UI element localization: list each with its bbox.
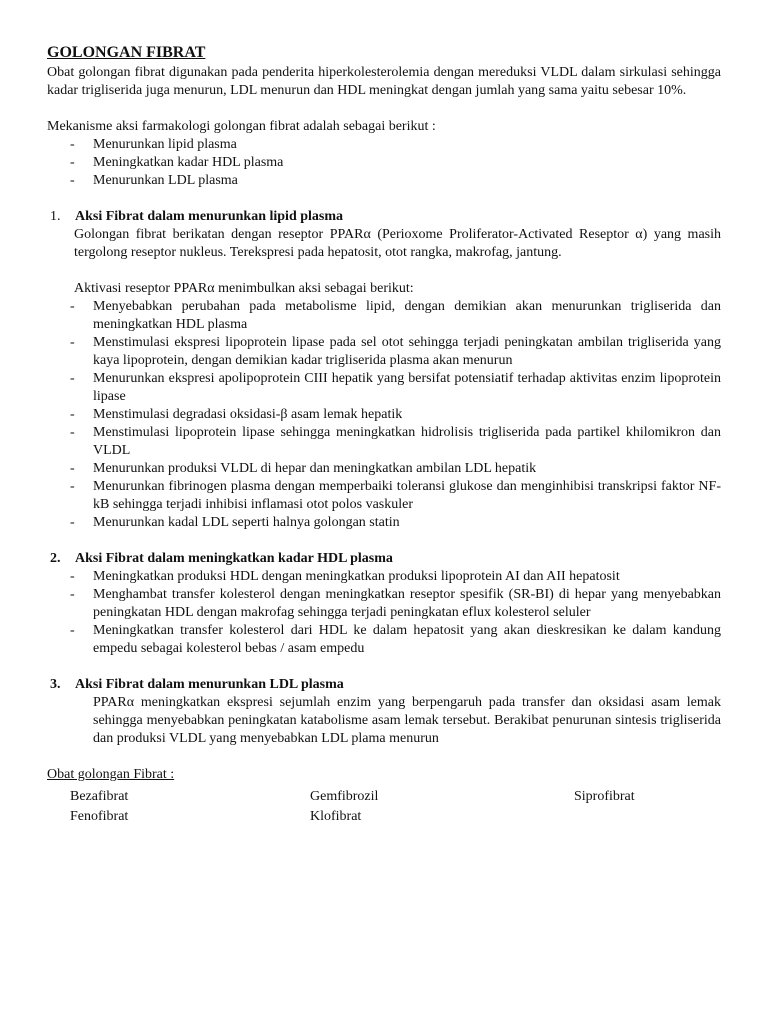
section-title: Aksi Fibrat dalam menurunkan LDL plasma (75, 677, 344, 692)
list-item: - Menstimulasi lipoprotein lipase sehingga meningkatkan hidrolisis trigliserida pada partikel khilomikron dan VLDL (47, 424, 721, 460)
list-item: - Meningkatkan produksi HDL dengan meningkatkan produksi lipoprotein AI dan AII hepatosit (47, 568, 721, 586)
list-item: - Meningkatkan transfer kolesterol dari HDL ke dalam hepatosit yang akan dieskresikan ke dalam kandung empedu sebagai kolesterol bebas / asam empedu (47, 622, 721, 658)
drug-name: Siprofibrat (574, 789, 635, 804)
section-2-list (47, 568, 721, 658)
mechanism-block (47, 118, 721, 190)
list-item: - Menurunkan kadal LDL seperti halnya golongan statin (47, 514, 721, 532)
drug-grid (47, 788, 721, 828)
section-number: 2. (50, 551, 61, 566)
list-item: - Menghambat transfer kolesterol dengan meningkatkan reseptor spesifik (SR-BI) di hepar yang menyebabkan peningkatan HDL dengan makrofag sehingga terjadi peningkatan eflux kolesterol seluler (47, 586, 721, 622)
section-2 (47, 550, 721, 658)
section-body: Golongan fibrat berikatan dengan reseptor PPARα (Perioxome Proliferator-Activated Reseptor α) yang masih tergolong reseptor nukleus. Terekspresi pada hepatosit, otot rangka, makrofag, jantung. (74, 227, 721, 260)
drug-name: Bezafibrat (70, 789, 129, 804)
list-item: - Menstimulasi degradasi oksidasi-β asam lemak hepatik (47, 406, 721, 424)
section-title: Aksi Fibrat dalam menurunkan lipid plasma (75, 209, 344, 224)
drug-list-title: Obat golongan Fibrat : (47, 767, 175, 782)
section-heading (47, 676, 721, 694)
list-item: - Menurunkan ekspresi apolipoprotein CIII hepatik yang bersifat potensiatif terhadap aktivitas enzim lipoprotein lipase (47, 370, 721, 406)
section-number: 3. (50, 677, 61, 692)
section-1 (47, 208, 721, 532)
section-heading (47, 550, 721, 568)
list-item: - Meningkatkan kadar HDL plasma (47, 154, 721, 172)
list-item: - Menurunkan produksi VLDL di hepar dan meningkatkan ambilan LDL hepatik (47, 460, 721, 478)
section-number: 1. (50, 209, 61, 224)
intro-paragraph: Obat golongan fibrat digunakan pada penderita hiperkolesterolemia dengan mereduksi VLDL dalam sirkulasi sehingga kadar trigliserida juga menurun, LDL menurun dan HDL meningkat dengan jumlah yang sama yaitu sebesar 10%. (47, 65, 721, 98)
mechanism-list (47, 136, 721, 190)
drug-name: Fenofibrat (70, 809, 129, 824)
section-title: Aksi Fibrat dalam meningkatkan kadar HDL plasma (75, 551, 393, 566)
section-body: PPARα meningkatkan ekspresi sejumlah enzim yang berpengaruh pada transfer dan oksidasi asam lemak sehingga menyebabkan peningkatan katabolisme asam lemak tersebut. Berakibat penurunan sintesis trigliserida dan produksi VLDL yang menyebabkan LDL plama menurun (93, 695, 721, 746)
section-heading (47, 208, 721, 226)
list-item: - Menyebabkan perubahan pada metabolisme lipid, dengan demikian akan menurunkan trigliserida dan meningkatkan HDL plasma (47, 298, 721, 334)
drug-name: Klofibrat (310, 809, 362, 824)
section-3 (47, 676, 721, 748)
list-item: - Menurunkan LDL plasma (47, 172, 721, 190)
section-sub-lead: Aktivasi reseptor PPARα menimbulkan aksi sebagai berikut: (74, 281, 414, 296)
list-item: - Menstimulasi ekspresi lipoprotein lipase pada sel otot sehingga terjadi peningkatan ambilan trigliserida yang kaya lipoprotein, dengan demikian kadar trigliserida plasma akan menurun (47, 334, 721, 370)
list-item: - Menurunkan lipid plasma (47, 136, 721, 154)
document-page (47, 42, 721, 828)
list-item: - Menurunkan fibrinogen plasma dengan memperbaiki toleransi glukose dan menginhibisi transkripsi faktor NF-kB sehingga terjadi inhibisi inflamasi otot polos vaskuler (47, 478, 721, 514)
drug-list-block (47, 766, 721, 828)
page-title: GOLONGAN FIBRAT (47, 44, 206, 61)
drug-name: Gemfibrozil (310, 789, 379, 804)
mechanism-lead: Mekanisme aksi farmakologi golongan fibrat adalah sebagai berikut : (47, 119, 436, 134)
section-1-list (47, 298, 721, 532)
